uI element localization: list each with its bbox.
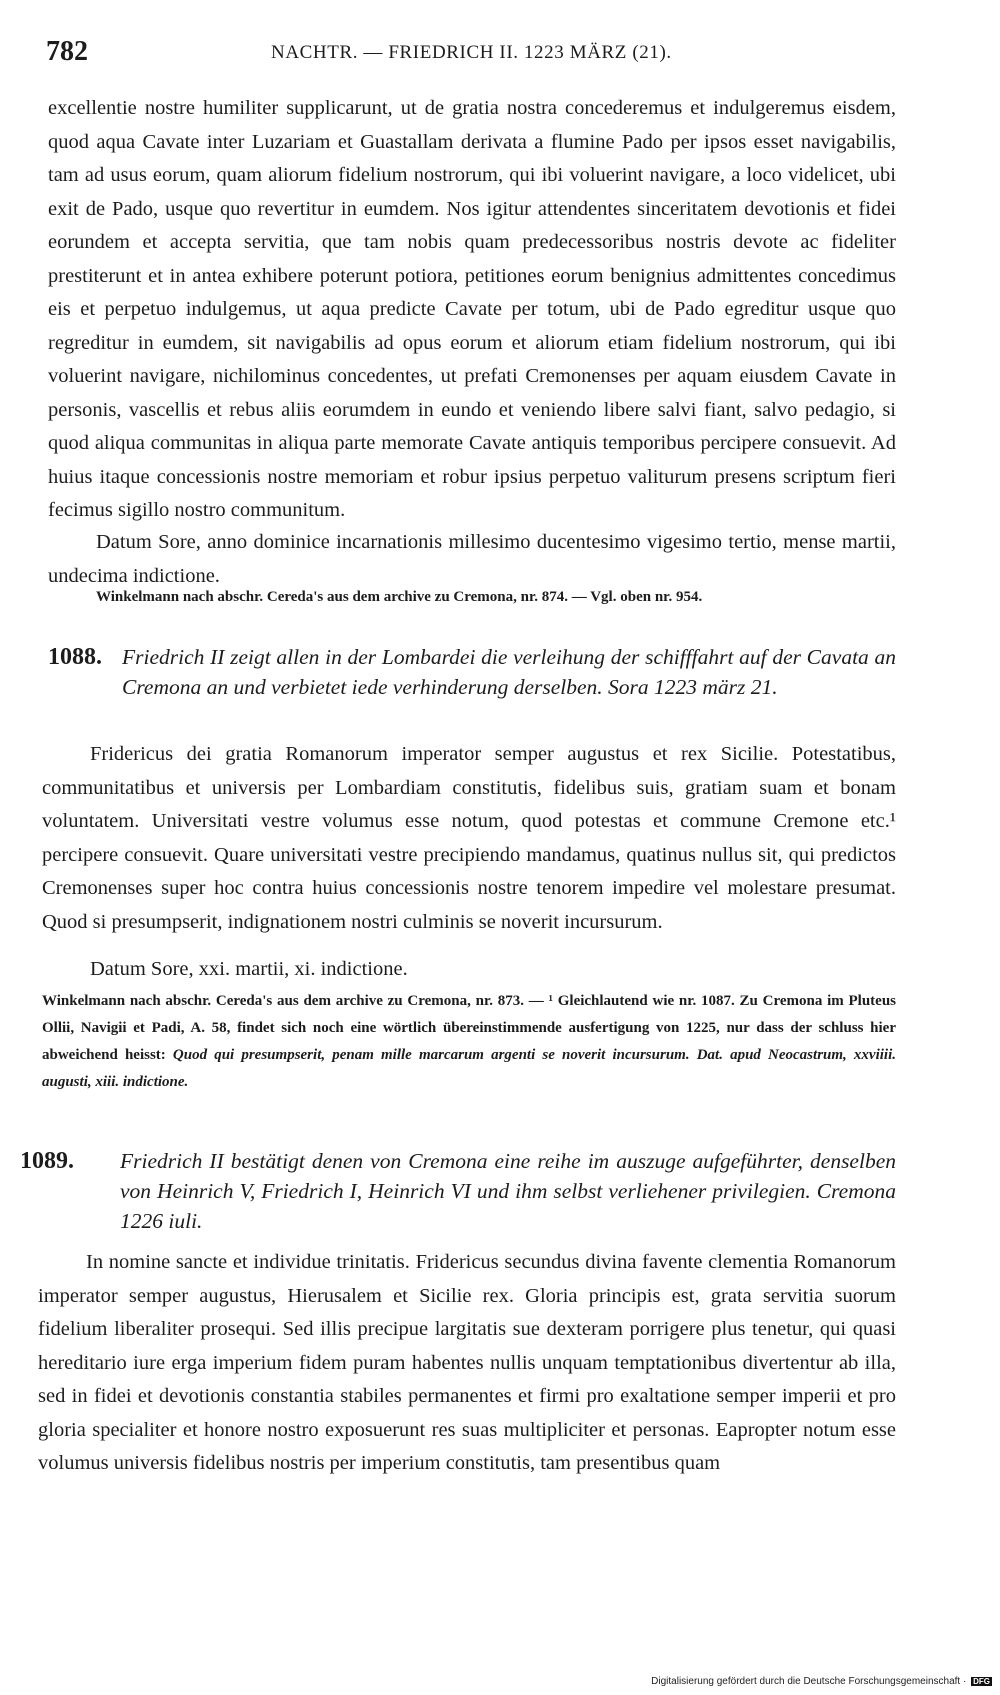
page-number: 782	[46, 36, 88, 67]
entry-1088-datum: Datum Sore, xxi. martii, xi. indictione.	[90, 958, 408, 980]
entry-number: 1088.	[48, 644, 102, 670]
page-header	[46, 36, 946, 76]
running-head: NACHTR. — FRIEDRICH II. 1223 MÄRZ (21).	[271, 42, 672, 63]
entry-1089-heading	[20, 1146, 896, 1241]
intro-body: excellentie nostre humiliter supplicarunt, ut de gratia nostra concederemus et indulgeremus eisdem, quod aqua Cavate inter Luzariam et Guastallam derivata a flumine Pado per ipsos esset navigabilis, tam ad usus eorum, quam aliorum fidelium nostrorum, qui ibi voluerint navigare, a loco videlicet, ubi exit de Pado, usque quo revertitur in eumdem. Nos igitur attendentes sinceritatem devotionis et fidei eorundem et accepta servitia, que tam nobis quam predecessoribus nostris devote ac fideliter prestiterunt et in antea exhibere poterunt potiora, petitiones eorum benignius admittentes concedimus eis et perpetuo indulgemus, ut aqua predicte Cavate per totum, ubi de Pado egreditur usque quo regreditur in eumdem, sit navigabilis ad opus eorum et aliorum etiam fidelium nostrorum, qui ibi voluerint navigare, nichilominus concedentes, ut prefati Cremonenses per aquam eiusdem Cavate in personis, vascellis et rebus aliis eorumdem in eundo et veniendo libere salvi fiant, salvo pedagio, si quod aliqua communitas in aliqua parte memorate Cavate antiquis temporibus percipere consuevit. Ad huius itaque concessionis nostre memoriam et robur ipsius perpetuo valiturum presens scriptum fieri fecimus sigillo nostro communitum.	[48, 97, 896, 521]
entry-title: Friedrich II bestätigt denen von Cremona eine reihe im auszuge aufgeführter, denselben von Heinrich V, Friedrich I, Heinrich VI und ihm selbst verliehener privilegien. Cremona 1226 iuli.	[120, 1149, 896, 1233]
note-quote: Quod qui presumpserit, penam mille marcarum argenti se noverit incursurum. Dat. apud Neocastrum, xxviiii. augusti, xiii. indictione.	[42, 1047, 896, 1090]
note-text: Winkelmann nach abschr. Cereda's aus dem archive zu Cremona, nr. 873. — ¹ Gleichlautend wie nr. 1087. Zu Cremona im Pluteus Ollii, Navigii et Padi, A. 58, findet sich noch eine wörtlich übereinstimmende ausfertigung von 1225, nur dass der schluss hier abweichend heisst:	[42, 993, 896, 1063]
entry-1088-body: Fridericus dei gratia Romanorum imperator semper augustus et rex Sicilie. Potestatibus, communitatibus et universis per Lombardiam constitutis, fidelibus suis, gratiam suam et bonam voluntatem. Universitati vestre volumus esse notum, quod potestas et commune Cremone etc.¹ percipere consuevit. Quare universitati vestre precipiendo mandamus, quatinus nullus sit, qui predictos Cremonenses super hoc contra huius concessionis nostre tenorem impedire vel molestare presumat. Quod si presumpserit, indignationem nostri culminis se noverit incursurum.	[42, 743, 896, 933]
dfg-logo: DFG	[973, 1677, 990, 1686]
intro-datum: Datum Sore, anno dominice incarnationis millesimo ducentesimo vigesimo tertio, mense martii, undecima indictione.	[48, 531, 896, 587]
entry-1088-heading	[48, 642, 896, 737]
entry-number: 1089.	[20, 1148, 74, 1174]
credit-text: Digitalisierung gefördert durch die Deutsche Forschungsgemeinschaft ·	[651, 1676, 967, 1687]
intro-source-note: Winkelmann nach abschr. Cereda's aus dem archive zu Cremona, nr. 874. — Vgl. oben nr. 954.	[96, 589, 703, 605]
digitization-credit	[651, 1676, 992, 1687]
entry-1088-source-note	[42, 988, 896, 1096]
entry-title: Friedrich II zeigt allen in der Lombardei die verleihung der schifffahrt auf der Cavata an Cremona an und verbietet iede verhinderung derselben. Sora 1223 märz 21.	[122, 645, 896, 699]
entry-1089-body: In nomine sancte et individue trinitatis. Fridericus secundus divina favente clementia Romanorum imperator semper augustus, Hierusalem et Sicilie rex. Gloria principis est, grata servitia suorum fidelium liberaliter prosequi. Sed illis precipue largitatis sue dexteram porrigere plus tenetur, qui quasi hereditario iure erga imperium fidem puram habentes nullis unquam temptationibus divertentur ab illa, sed in fidei et devotionis constantia stabiles permanentes et firmi pro exaltatione semper imperii et pro gloria specialiter et honore nostro exposuerunt res suas multipliciter et personas. Eapropter notum esse volumus universis fidelibus nostris per imperium constitutis, tam presentibus quam	[38, 1251, 896, 1474]
